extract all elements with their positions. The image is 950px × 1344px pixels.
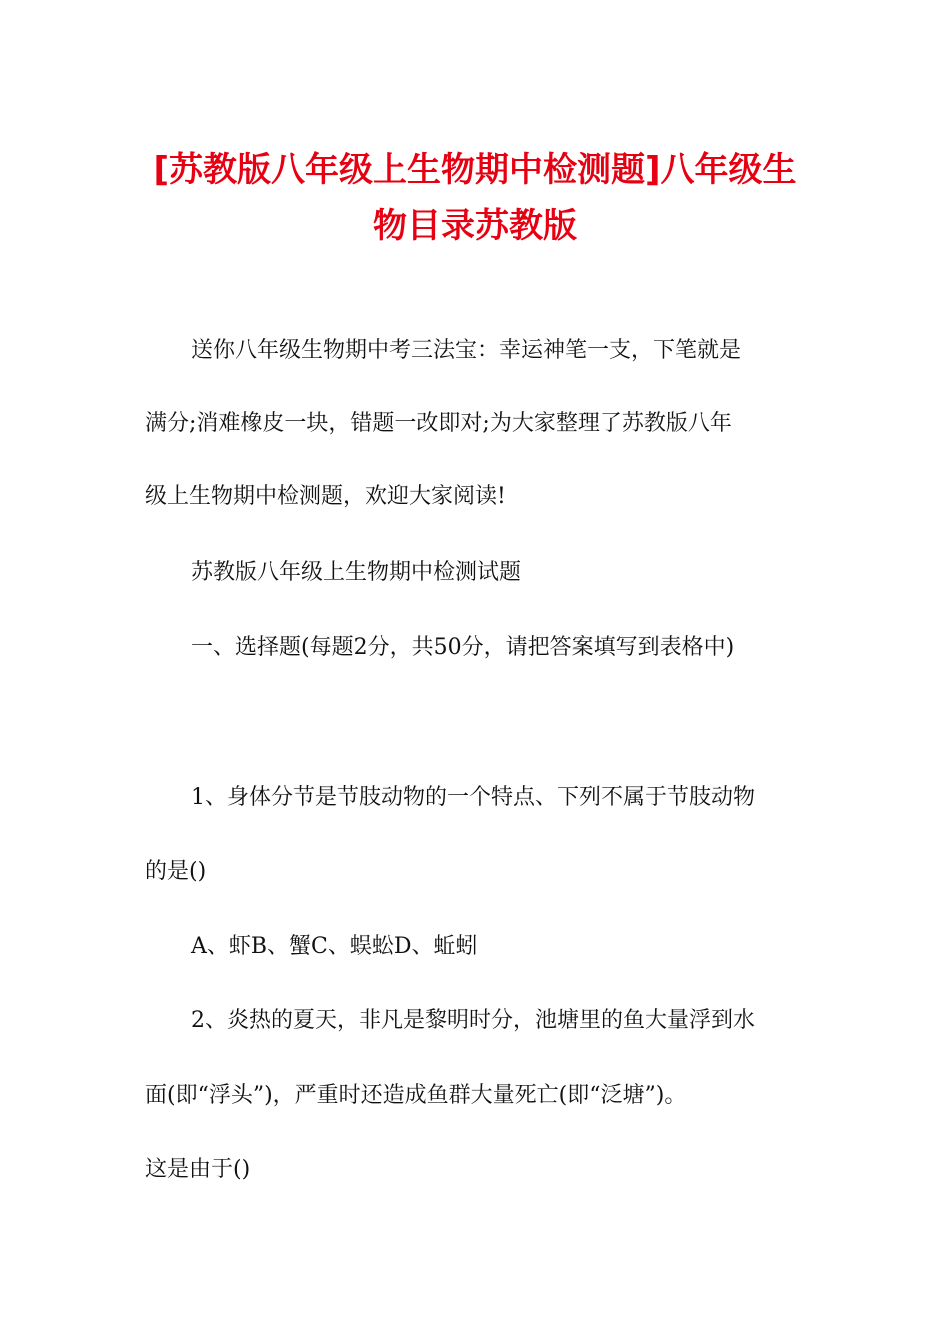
document-title (120, 142, 830, 254)
section-heading: 一、选择题(每题2分，共50分，请把答案填写到表格中) (191, 635, 735, 660)
intro-line-1: 送你八年级生物期中考三法宝：幸运神笔一支，下笔就是 (191, 338, 742, 363)
question-2-line-1: 2、炎热的夏天，非凡是黎明时分，池塘里的鱼大量浮到水 (191, 1008, 755, 1033)
question-1-line-1: 1、身体分节是节肢动物的一个特点、下列不属于节肢动物 (191, 785, 755, 810)
exam-heading: 苏教版八年级上生物期中检测试题 (191, 560, 522, 585)
question-2-line-2: 面(即“浮头”)，严重时还造成鱼群大量死亡(即“泛塘”)。 (145, 1083, 687, 1108)
question-1-line-2: 的是() (145, 859, 207, 884)
title-line-2: 物目录苏教版 (373, 206, 577, 246)
question-1-options: A、虾B、蟹C、蜈蚣D、蚯蚓 (191, 934, 478, 959)
question-2-line-3: 这是由于() (145, 1157, 251, 1182)
title-line-1: [苏教版八年级上生物期中检测题]八年级生 (153, 150, 797, 190)
intro-line-2: 满分;消难橡皮一块，错题一改即对;为大家整理了苏教版八年 (145, 411, 732, 436)
intro-line-3: 级上生物期中检测题，欢迎大家阅读! (145, 484, 506, 509)
